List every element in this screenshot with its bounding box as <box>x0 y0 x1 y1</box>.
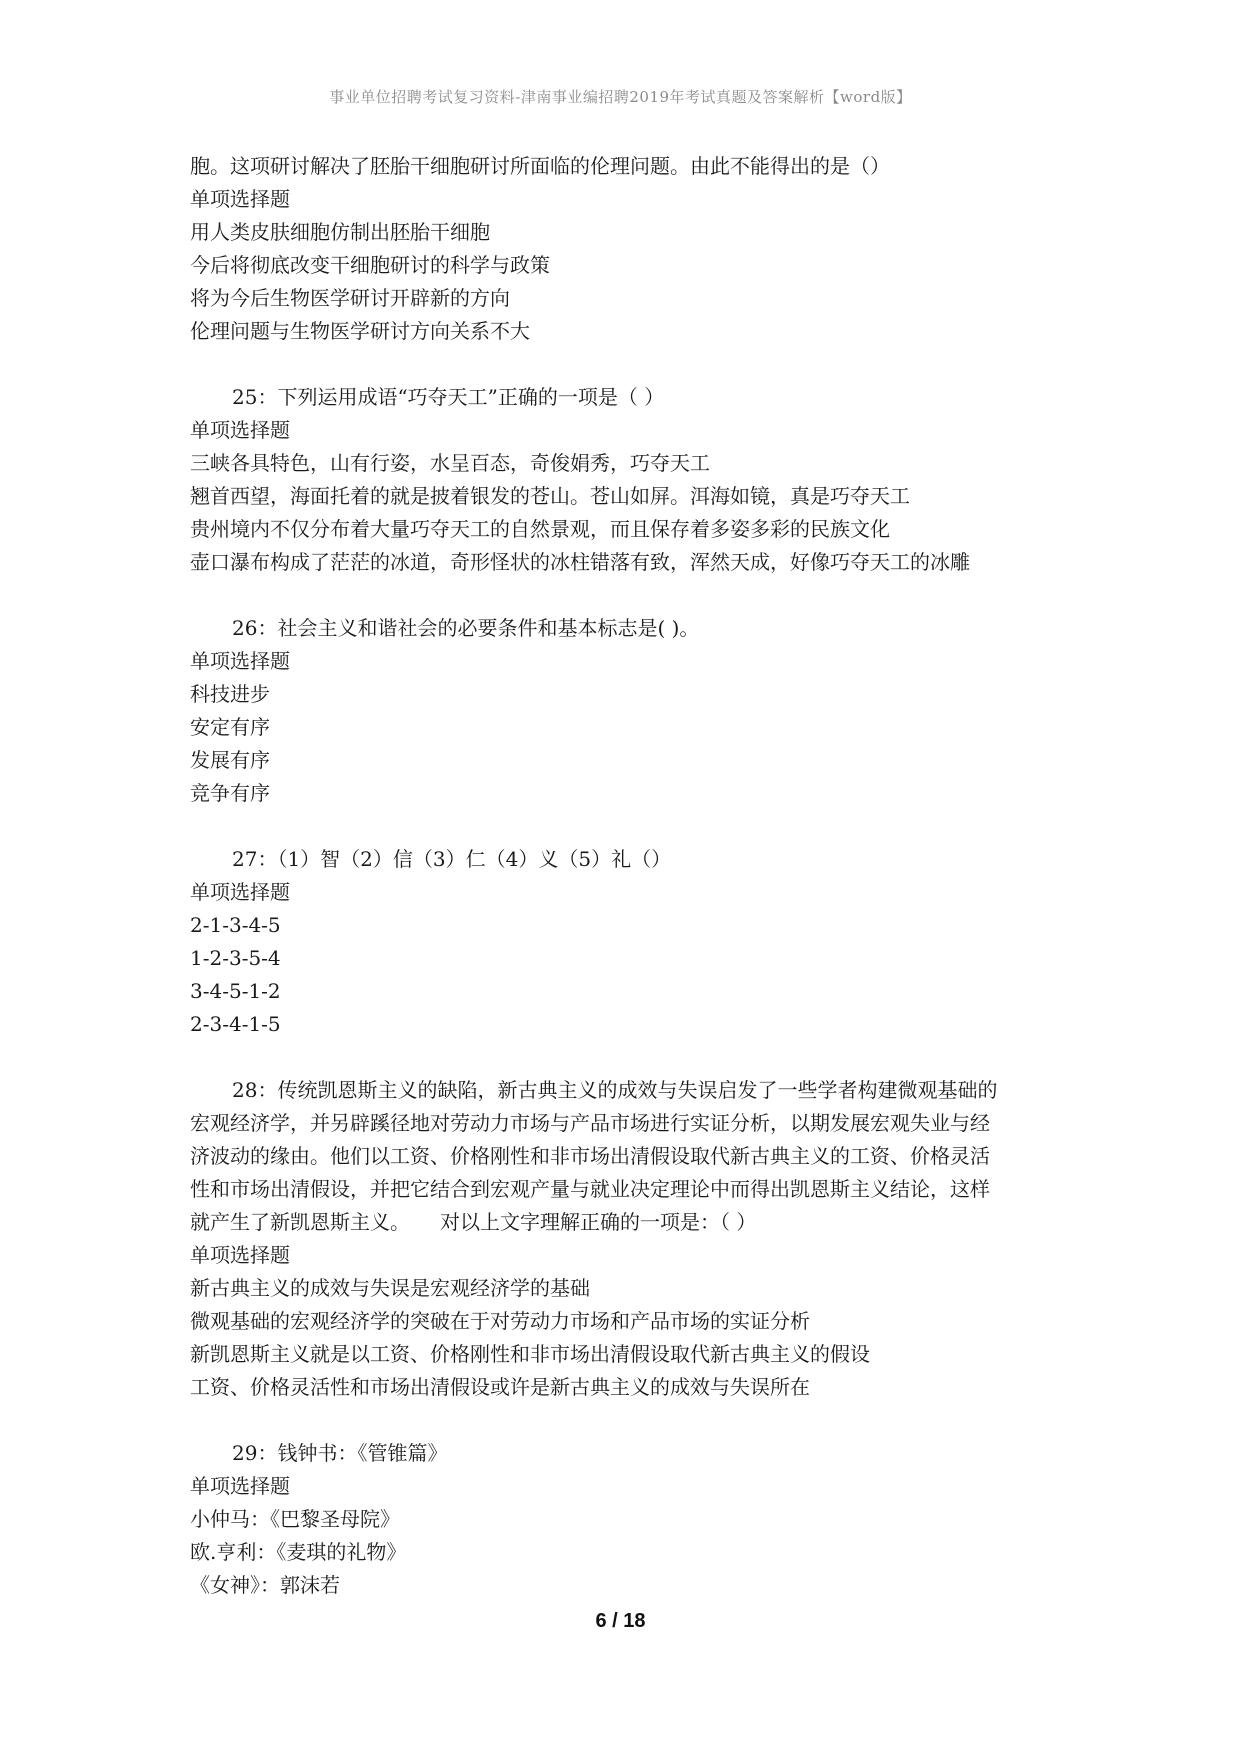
option-d: 工资、价格灵活性和市场出清假设或许是新古典主义的成效与失误所在 <box>190 1375 810 1399</box>
option-a: 小仲马：《巴黎圣母院》 <box>190 1507 400 1531</box>
question-stem-line: 就产生了新凯恩斯主义。 对以上文字理解正确的一项是：（ ） <box>190 1210 757 1234</box>
question-27 <box>190 843 1060 1041</box>
option-b: 1-2-3-5-4 <box>190 946 281 970</box>
question-29 <box>190 1437 1060 1602</box>
document-header: 事业单位招聘考试复习资料-津南事业编招聘2019年考试真题及答案解析【word版】 <box>329 88 912 106</box>
question-type: 单项选择题 <box>190 187 290 211</box>
question-title: 26：社会主义和谐社会的必要条件和基本标志是( )。 <box>232 616 700 640</box>
option-c: 贵州境内不仅分布着大量巧夺天工的自然景观，而且保存着多姿多彩的民族文化 <box>190 517 890 541</box>
option-a: 科技进步 <box>190 682 270 706</box>
option-a: 2-1-3-4-5 <box>190 913 281 937</box>
question-type: 单项选择题 <box>190 1474 290 1498</box>
question-title: 29：钱钟书：《管锥篇》 <box>232 1441 448 1465</box>
question-type: 单项选择题 <box>190 418 290 442</box>
question-stem-end: 胞。这项研讨解决了胚胎干细胞研讨所面临的伦理问题。由此不能得出的是（） <box>190 154 890 178</box>
option-c: 将为今后生物医学研讨开辟新的方向 <box>190 286 510 310</box>
question-type: 单项选择题 <box>190 649 290 673</box>
option-b: 翘首西望，海面托着的就是披着银发的苍山。苍山如屏。洱海如镜，真是巧夺天工 <box>190 484 910 508</box>
option-d: 2-3-4-1-5 <box>190 1012 281 1036</box>
question-26 <box>190 612 1060 810</box>
option-a: 新古典主义的成效与失误是宏观经济学的基础 <box>190 1276 590 1300</box>
question-25 <box>190 381 1060 579</box>
question-type: 单项选择题 <box>190 1243 290 1267</box>
question-title: 25：下列运用成语“巧夺天工”正确的一项是（ ） <box>232 385 665 409</box>
option-c: 3-4-5-1-2 <box>190 979 281 1003</box>
option-b: 欧.亨利：《麦琪的礼物》 <box>190 1540 407 1564</box>
option-c: 《女神》：郭沫若 <box>190 1573 340 1597</box>
question-title: 27：（1）智（2）信（3）仁（4）义（5）礼（） <box>232 847 672 871</box>
question-stem-line: 28：传统凯恩斯主义的缺陷，新古典主义的成效与失误启发了一些学者构建微观基础的 <box>232 1078 998 1102</box>
page-number: 6 / 18 <box>595 1610 646 1632</box>
question-28 <box>190 1074 1060 1404</box>
option-a: 三峡各具特色，山有行姿，水呈百态，奇俊娟秀，巧夺天工 <box>190 451 710 475</box>
option-d: 竞争有序 <box>190 781 270 805</box>
option-d: 壶口瀑布构成了茫茫的冰道，奇形怪状的冰柱错落有致，浑然天成，好像巧夺天工的冰雕 <box>190 550 970 574</box>
question-stem-line: 济波动的缘由。他们以工资、价格刚性和非市场出清假设取代新古典主义的工资、价格灵活 <box>190 1144 990 1168</box>
option-d: 伦理问题与生物医学研讨方向关系不大 <box>190 319 530 343</box>
document-body <box>190 150 1060 1602</box>
question-24-tail <box>190 150 1060 348</box>
option-b: 今后将彻底改变干细胞研讨的科学与政策 <box>190 253 550 277</box>
option-c: 发展有序 <box>190 748 270 772</box>
option-b: 微观基础的宏观经济学的突破在于对劳动力市场和产品市场的实证分析 <box>190 1309 810 1333</box>
question-type: 单项选择题 <box>190 880 290 904</box>
question-stem-line: 性和市场出清假设，并把它结合到宏观产量与就业决定理论中而得出凯恩斯主义结论，这样 <box>190 1177 990 1201</box>
option-a: 用人类皮肤细胞仿制出胚胎干细胞 <box>190 220 490 244</box>
question-stem-line: 宏观经济学，并另辟蹊径地对劳动力市场与产品市场进行实证分析，以期发展宏观失业与经 <box>190 1111 990 1135</box>
option-c: 新凯恩斯主义就是以工资、价格刚性和非市场出清假设取代新古典主义的假设 <box>190 1342 870 1366</box>
option-b: 安定有序 <box>190 715 270 739</box>
